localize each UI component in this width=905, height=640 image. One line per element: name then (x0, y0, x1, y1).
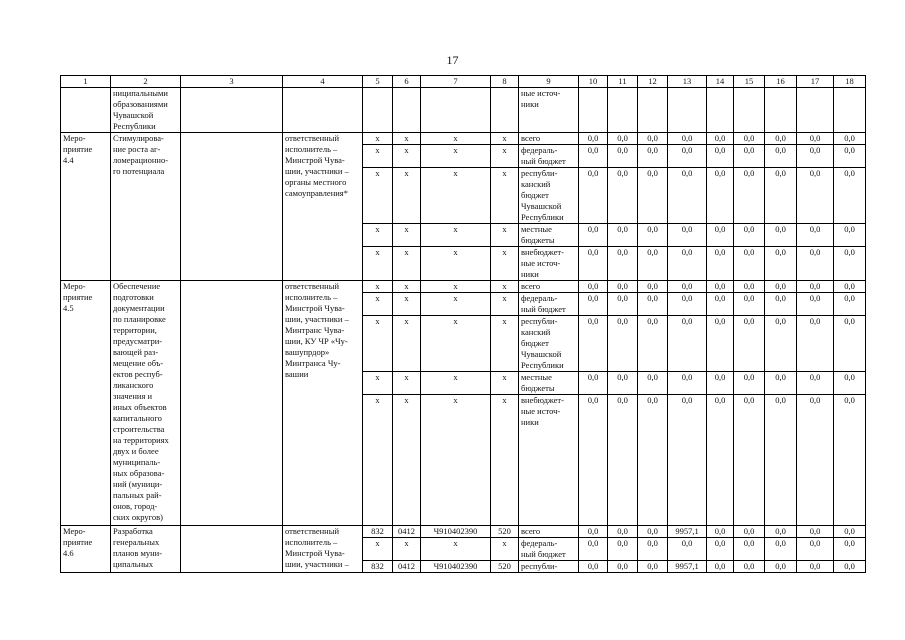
table-row (61, 88, 866, 133)
value-cell: 0,0 (765, 168, 797, 224)
column-header: 13 (668, 76, 707, 88)
budget-table (60, 75, 866, 573)
value-cell: 0,0 (734, 538, 765, 561)
value-cell: 0,0 (734, 316, 765, 372)
value-cell: 0,0 (579, 526, 608, 538)
code-cell: x (363, 538, 393, 561)
value-cell: 0,0 (765, 247, 797, 281)
value-cell (579, 88, 608, 133)
code-cell: x (393, 145, 421, 168)
source-cell: всего (519, 133, 579, 145)
value-cell: 0,0 (707, 526, 734, 538)
column-header: 1 (61, 76, 111, 88)
value-cell: 0,0 (797, 224, 834, 247)
value-cell: 0,0 (608, 281, 638, 293)
code-cell: 0412 (393, 526, 421, 538)
value-cell: 0,0 (765, 145, 797, 168)
column-header: 17 (797, 76, 834, 88)
name-cell: Разработка генеральных планов муни- ципальных (111, 526, 181, 573)
responsible-cell: ответственный исполнитель – Минстрой Чува- шии, участники – Минтранс Чува- шии, КУ ЧР «Чу- вашупрдор» Минтранса Чу- вашии (283, 281, 363, 526)
measure-cell: Меро- приятие 4.5 (61, 281, 111, 526)
value-cell: 0,0 (638, 224, 668, 247)
value-cell: 0,0 (608, 526, 638, 538)
coexecutor-cell (181, 133, 283, 281)
value-cell: 0,0 (765, 133, 797, 145)
value-cell: 0,0 (608, 372, 638, 395)
code-cell: x (363, 372, 393, 395)
column-header: 3 (181, 76, 283, 88)
value-cell: 0,0 (638, 372, 668, 395)
name-cell: ниципальными образованиями Чувашской Республики (111, 88, 181, 133)
value-cell: 0,0 (734, 281, 765, 293)
code-cell: x (393, 281, 421, 293)
page-number: 17 (446, 53, 459, 67)
value-cell: 0,0 (707, 133, 734, 145)
measure-cell: Меро- приятие 4.4 (61, 133, 111, 281)
value-cell: 0,0 (668, 145, 707, 168)
source-cell: внебюджет- ные источ- ники (519, 247, 579, 281)
value-cell: 0,0 (608, 395, 638, 526)
value-cell: 0,0 (797, 145, 834, 168)
value-cell: 9957,1 (668, 561, 707, 573)
code-cell: x (491, 538, 519, 561)
value-cell: 0,0 (734, 133, 765, 145)
table-body (61, 88, 866, 573)
value-cell: 0,0 (707, 561, 734, 573)
coexecutor-cell (181, 88, 283, 133)
value-cell: 0,0 (638, 316, 668, 372)
code-cell: x (363, 224, 393, 247)
value-cell: 0,0 (834, 293, 866, 316)
code-cell: x (363, 281, 393, 293)
value-cell: 0,0 (797, 526, 834, 538)
code-cell: Ч910402390 (421, 526, 491, 538)
value-cell: 0,0 (579, 224, 608, 247)
responsible-cell: ответственный исполнитель – Минстрой Чува- шии, участники – (283, 526, 363, 573)
value-cell: 0,0 (765, 281, 797, 293)
table-row (61, 133, 866, 145)
code-cell: x (393, 168, 421, 224)
value-cell: 0,0 (707, 281, 734, 293)
column-header: 5 (363, 76, 393, 88)
code-cell: x (491, 395, 519, 526)
column-header: 12 (638, 76, 668, 88)
value-cell: 0,0 (638, 145, 668, 168)
value-cell: 0,0 (668, 372, 707, 395)
value-cell: 0,0 (638, 538, 668, 561)
coexecutor-cell (181, 281, 283, 526)
code-cell: x (363, 293, 393, 316)
value-cell: 0,0 (765, 224, 797, 247)
value-cell: 0,0 (797, 247, 834, 281)
code-cell: x (393, 293, 421, 316)
code-cell (421, 88, 491, 133)
code-cell: x (393, 133, 421, 145)
value-cell: 0,0 (707, 168, 734, 224)
column-header: 15 (734, 76, 765, 88)
value-cell: 0,0 (707, 316, 734, 372)
value-cell: 0,0 (707, 293, 734, 316)
code-cell: Ч910402390 (421, 561, 491, 573)
value-cell: 0,0 (608, 168, 638, 224)
value-cell: 0,0 (668, 224, 707, 247)
measure-cell (61, 88, 111, 133)
value-cell: 0,0 (638, 133, 668, 145)
value-cell: 0,0 (834, 316, 866, 372)
value-cell: 0,0 (579, 316, 608, 372)
value-cell: 0,0 (707, 224, 734, 247)
value-cell: 0,0 (734, 224, 765, 247)
code-cell: x (491, 247, 519, 281)
value-cell: 0,0 (579, 133, 608, 145)
code-cell: x (491, 145, 519, 168)
value-cell: 0,0 (734, 247, 765, 281)
value-cell: 0,0 (668, 168, 707, 224)
value-cell: 0,0 (797, 168, 834, 224)
value-cell (608, 88, 638, 133)
responsible-cell (283, 88, 363, 133)
value-cell (797, 88, 834, 133)
column-header: 14 (707, 76, 734, 88)
code-cell: x (421, 224, 491, 247)
value-cell: 0,0 (608, 145, 638, 168)
code-cell: x (421, 133, 491, 145)
value-cell: 0,0 (579, 168, 608, 224)
code-cell: x (393, 224, 421, 247)
code-cell: x (393, 316, 421, 372)
value-cell: 0,0 (797, 316, 834, 372)
value-cell: 0,0 (608, 293, 638, 316)
column-header: 10 (579, 76, 608, 88)
code-cell: x (393, 395, 421, 526)
header-row (61, 76, 866, 88)
value-cell: 0,0 (668, 281, 707, 293)
value-cell: 0,0 (834, 133, 866, 145)
responsible-cell: ответственный исполнитель – Минстрой Чува- шии, участники – органы местного самоуправления* (283, 133, 363, 281)
value-cell (707, 88, 734, 133)
value-cell: 0,0 (734, 145, 765, 168)
value-cell (834, 88, 866, 133)
value-cell: 0,0 (579, 293, 608, 316)
value-cell: 0,0 (707, 538, 734, 561)
value-cell: 0,0 (834, 372, 866, 395)
source-cell: федераль- ный бюджет (519, 538, 579, 561)
value-cell: 0,0 (707, 247, 734, 281)
value-cell: 0,0 (797, 372, 834, 395)
code-cell: 0412 (393, 561, 421, 573)
value-cell (668, 88, 707, 133)
code-cell: x (421, 281, 491, 293)
value-cell: 0,0 (638, 281, 668, 293)
code-cell: x (363, 395, 393, 526)
code-cell: x (491, 372, 519, 395)
value-cell: 0,0 (797, 281, 834, 293)
code-cell: x (363, 168, 393, 224)
name-cell: Обеспечение подготовки документации по планировке территории, предусматри- вающей раз- мещение объ- ектов респуб- ликанского значения и иных объектов капитального строительства на территориях двух и более муниципаль- ных образова- ний (муници- пальных рай- онов, город- ских округов) (111, 281, 181, 526)
value-cell: 0,0 (579, 395, 608, 526)
value-cell: 0,0 (765, 561, 797, 573)
source-cell: республи- (519, 561, 579, 573)
value-cell: 0,0 (797, 561, 834, 573)
value-cell: 0,0 (707, 395, 734, 526)
code-cell: x (491, 224, 519, 247)
code-cell: x (421, 168, 491, 224)
value-cell: 0,0 (668, 247, 707, 281)
column-header: 16 (765, 76, 797, 88)
source-cell: республи- канский бюджет Чувашской Республики (519, 316, 579, 372)
value-cell: 0,0 (797, 538, 834, 561)
code-cell (393, 88, 421, 133)
source-cell: местные бюджеты (519, 372, 579, 395)
value-cell: 0,0 (707, 145, 734, 168)
value-cell: 0,0 (834, 395, 866, 526)
code-cell: x (363, 133, 393, 145)
value-cell: 0,0 (608, 561, 638, 573)
value-cell: 0,0 (765, 293, 797, 316)
value-cell: 0,0 (638, 526, 668, 538)
code-cell: x (491, 293, 519, 316)
code-cell: x (421, 145, 491, 168)
value-cell: 0,0 (579, 561, 608, 573)
code-cell: x (421, 247, 491, 281)
table-header (61, 76, 866, 88)
code-cell: x (491, 316, 519, 372)
code-cell: x (421, 293, 491, 316)
value-cell: 0,0 (638, 395, 668, 526)
value-cell: 0,0 (834, 168, 866, 224)
source-cell: внебюджет- ные источ- ники (519, 395, 579, 526)
value-cell: 0,0 (608, 224, 638, 247)
value-cell: 9957,1 (668, 526, 707, 538)
code-cell (363, 88, 393, 133)
code-cell: x (393, 372, 421, 395)
value-cell: 0,0 (668, 395, 707, 526)
value-cell: 0,0 (734, 526, 765, 538)
value-cell: 0,0 (765, 395, 797, 526)
value-cell: 0,0 (765, 526, 797, 538)
value-cell: 0,0 (797, 293, 834, 316)
column-header: 6 (393, 76, 421, 88)
value-cell: 0,0 (797, 395, 834, 526)
value-cell: 0,0 (765, 316, 797, 372)
value-cell: 0,0 (579, 372, 608, 395)
value-cell: 0,0 (734, 168, 765, 224)
name-cell: Стимулирова- ние роста аг- ломерационно- го потенциала (111, 133, 181, 281)
code-cell: x (363, 316, 393, 372)
value-cell: 0,0 (834, 281, 866, 293)
value-cell: 0,0 (579, 281, 608, 293)
coexecutor-cell (181, 526, 283, 573)
source-cell: всего (519, 526, 579, 538)
value-cell: 0,0 (579, 145, 608, 168)
code-cell: x (393, 247, 421, 281)
value-cell: 0,0 (608, 316, 638, 372)
value-cell: 0,0 (834, 224, 866, 247)
column-header: 4 (283, 76, 363, 88)
column-header: 2 (111, 76, 181, 88)
value-cell: 0,0 (834, 145, 866, 168)
table-row (61, 526, 866, 538)
code-cell: x (363, 247, 393, 281)
value-cell (765, 88, 797, 133)
code-cell: x (491, 133, 519, 145)
code-cell: x (491, 281, 519, 293)
value-cell: 0,0 (608, 538, 638, 561)
column-header: 11 (608, 76, 638, 88)
value-cell: 0,0 (668, 293, 707, 316)
code-cell: x (421, 538, 491, 561)
value-cell: 0,0 (638, 561, 668, 573)
code-cell: x (421, 316, 491, 372)
source-cell: федераль- ный бюджет (519, 145, 579, 168)
value-cell: 0,0 (638, 247, 668, 281)
code-cell: x (393, 538, 421, 561)
value-cell: 0,0 (765, 538, 797, 561)
code-cell: x (421, 372, 491, 395)
value-cell: 0,0 (668, 316, 707, 372)
column-header: 7 (421, 76, 491, 88)
value-cell: 0,0 (734, 395, 765, 526)
value-cell: 0,0 (608, 133, 638, 145)
source-cell: федераль- ный бюджет (519, 293, 579, 316)
value-cell: 0,0 (579, 538, 608, 561)
table-row (61, 281, 866, 293)
value-cell: 0,0 (668, 133, 707, 145)
code-cell: 520 (491, 526, 519, 538)
value-cell: 0,0 (734, 561, 765, 573)
column-header: 8 (491, 76, 519, 88)
value-cell: 0,0 (608, 247, 638, 281)
code-cell: 520 (491, 561, 519, 573)
code-cell: 832 (363, 561, 393, 573)
code-cell: 832 (363, 526, 393, 538)
value-cell: 0,0 (834, 247, 866, 281)
value-cell: 0,0 (734, 293, 765, 316)
value-cell: 0,0 (638, 293, 668, 316)
value-cell: 0,0 (834, 526, 866, 538)
column-header: 18 (834, 76, 866, 88)
value-cell: 0,0 (765, 372, 797, 395)
value-cell: 0,0 (668, 538, 707, 561)
source-cell: ные источ- ники (519, 88, 579, 133)
value-cell: 0,0 (638, 168, 668, 224)
value-cell: 0,0 (797, 133, 834, 145)
code-cell: x (363, 145, 393, 168)
value-cell: 0,0 (707, 372, 734, 395)
code-cell (491, 88, 519, 133)
value-cell (638, 88, 668, 133)
source-cell: республи- канский бюджет Чувашской Республики (519, 168, 579, 224)
value-cell: 0,0 (734, 372, 765, 395)
column-header: 9 (519, 76, 579, 88)
measure-cell: Меро- приятие 4.6 (61, 526, 111, 573)
source-cell: местные бюджеты (519, 224, 579, 247)
code-cell: x (421, 395, 491, 526)
code-cell: x (491, 168, 519, 224)
value-cell (734, 88, 765, 133)
value-cell: 0,0 (579, 247, 608, 281)
source-cell: всего (519, 281, 579, 293)
value-cell: 0,0 (834, 538, 866, 561)
value-cell: 0,0 (834, 561, 866, 573)
